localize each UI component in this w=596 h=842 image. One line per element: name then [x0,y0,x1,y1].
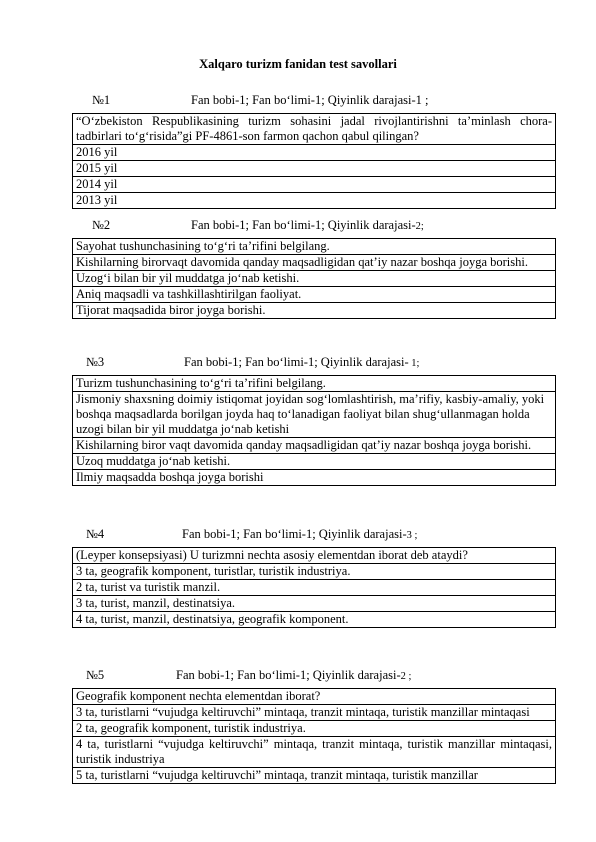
question-text: Geografik komponent nechta elementdan iborat? [73,689,556,705]
answer-row [73,193,556,209]
answer-option: Aniq maqsadli va tashkillashtirilgan faoliyat. [73,287,556,303]
question-row [73,376,556,392]
answer-row [73,705,556,721]
question-meta: Fan bobi-1; Fan bo‘limi-1; Qiyinlik darajasi-2; [191,218,424,232]
answer-option: Tijorat maqsadida biror joyga borishi. [73,303,556,319]
answer-row [73,303,556,319]
answer-option: 2014 yil [73,177,556,193]
answer-row [73,161,556,177]
answer-option: 2015 yil [73,161,556,177]
answer-option: 5 ta, turistlarni “vujudga keltiruvchi” mintaqa, tranzit mintaqa, turistik manzillar [73,768,556,784]
question-header [72,355,556,375]
answer-option: Kishilarning biror vaqt davomida qanday maqsadligidan qat’iy nazar boshqa joyga borishi. [73,438,556,454]
answer-row [73,721,556,737]
question-table [72,547,556,628]
question-row [73,689,556,705]
answer-row [73,564,556,580]
answer-option: Jismoniy shaxsning doimiy istiqomat joyidan sog‘lomlashtirish, ma’rifiy, kasbiy-amaliy, yoki boshqa maqsadlarda borilgan joyda haq to‘lanadigan faoliyat bilan shug‘ullanmagan holda uzogi bilan bir yil muddatga jo‘nab ketishi [73,392,556,438]
answer-row [73,392,556,438]
question-row [73,239,556,255]
answer-option: Uzoq muddatga jo‘nab ketishi. [73,454,556,470]
answer-option: 4 ta, turist, manzil, destinatsiya, geografik komponent. [73,612,556,628]
question-text: (Leyper konsepsiyasi) U turizmni nechta asosiy elementdan iborat deb ataydi? [73,548,556,564]
question-text: Sayohat tushunchasining to‘g‘ri ta’rifini belgilang. [73,239,556,255]
answer-option: 3 ta, turist, manzil, destinatsiya. [73,596,556,612]
answer-option: 2 ta, geografik komponent, turistik industriya. [73,721,556,737]
answer-option: 3 ta, geografik komponent, turistlar, turistik industriya. [73,564,556,580]
question-header [72,218,556,238]
question-4 [72,527,556,628]
question-number: №2 [92,218,111,232]
question-meta: Fan bobi-1; Fan bo‘limi-1; Qiyinlik darajasi-2 ; [176,668,412,682]
question-header [72,668,556,688]
answer-row [73,438,556,454]
question-table [72,688,556,784]
question-row [73,114,556,145]
answer-option: 2016 yil [73,145,556,161]
page-title: Xalqaro turizm fanidan test savollari [199,57,397,71]
question-1 [72,93,556,209]
answer-row [73,737,556,768]
answer-option: 2013 yil [73,193,556,209]
question-3 [72,355,556,486]
answer-option: Uzog‘i bilan bir yil muddatga jo‘nab ketishi. [73,271,556,287]
answer-option: Ilmiy maqsadda boshqa joyga borishi [73,470,556,486]
question-header [72,93,556,113]
question-header [72,527,556,547]
question-meta: Fan bobi-1; Fan bo‘limi-1; Qiyinlik darajasi-1 ; [191,93,429,107]
question-meta: Fan bobi-1; Fan bo‘limi-1; Qiyinlik darajasi- 1; [184,355,420,369]
answer-row [73,470,556,486]
question-row [73,548,556,564]
question-number: №4 [86,527,105,541]
answer-row [73,287,556,303]
answer-option: 4 ta, turistlarni “vujudga keltiruvchi” mintaqa, tranzit mintaqa, turistik manzillar mintaqasi, turistik industriya [73,737,556,768]
question-number: №3 [86,355,105,369]
question-number: №5 [86,668,105,682]
question-text: “O‘zbekiston Respublikasining turizm sohasini jadal rivojlantirishni ta’minlash chora-tadbirlari to‘g‘risida”gi PF-4861-son farmon qachon qabul qilingan? [73,114,556,145]
question-2 [72,218,556,319]
answer-row [73,580,556,596]
answer-row [73,612,556,628]
question-meta: Fan bobi-1; Fan bo‘limi-1; Qiyinlik darajasi-3 ; [182,527,418,541]
answer-option: 2 ta, turist va turistik manzil. [73,580,556,596]
answer-row [73,145,556,161]
answer-option: Kishilarning birorvaqt davomida qanday maqsadligidan qat’iy nazar boshqa joyga borishi. [73,255,556,271]
question-table [72,113,556,209]
answer-row [73,454,556,470]
answer-row [73,768,556,784]
answer-row [73,271,556,287]
question-table [72,375,556,486]
answer-row [73,255,556,271]
answer-row [73,177,556,193]
answer-option: 3 ta, turistlarni “vujudga keltiruvchi” mintaqa, tranzit mintaqa, turistik manzillar mintaqasi [73,705,556,721]
answer-row [73,596,556,612]
question-table [72,238,556,319]
question-text: Turizm tushunchasining to‘g‘ri ta’rifini belgilang. [73,376,556,392]
question-5 [72,668,556,784]
question-number: №1 [92,93,111,107]
